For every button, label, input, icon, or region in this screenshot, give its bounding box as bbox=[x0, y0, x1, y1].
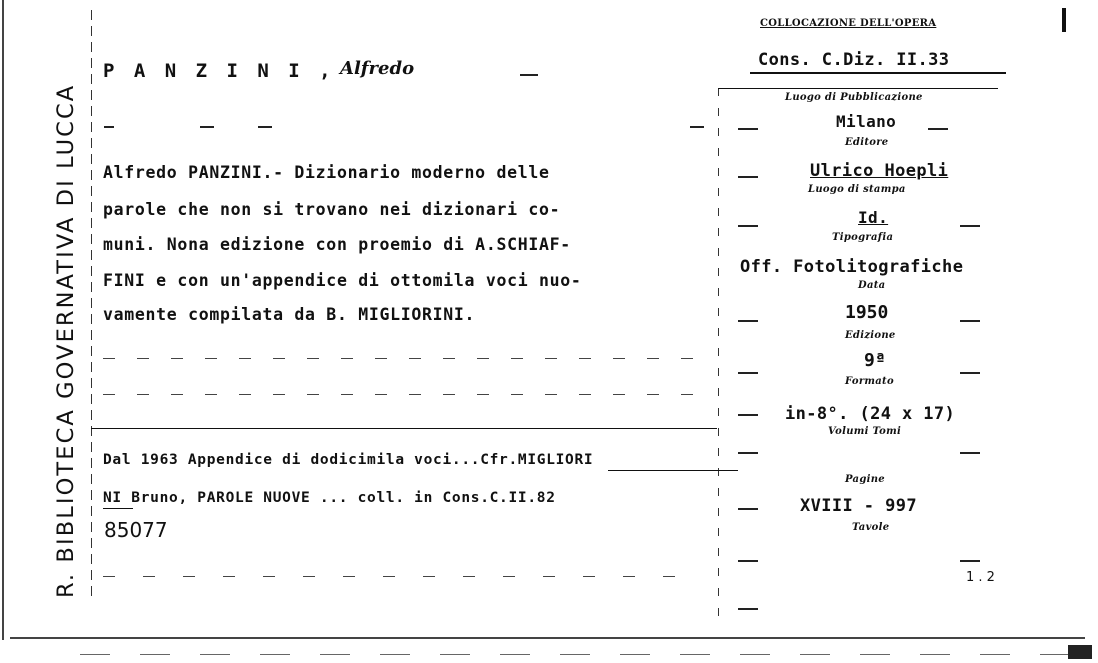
field-dash bbox=[738, 128, 758, 130]
format-value: in-8°. (24 x 17) bbox=[785, 404, 956, 424]
separator-dash bbox=[690, 126, 704, 128]
printer-value: Off. Fotolitografiche bbox=[740, 257, 964, 277]
right-panel-top-line bbox=[718, 88, 998, 89]
bottom-right-block bbox=[1068, 645, 1092, 659]
left-border-line bbox=[91, 10, 92, 600]
description-line: muni. Nona edizione con proemio di A.SCHIAF- bbox=[103, 235, 571, 254]
field-dash bbox=[738, 452, 758, 454]
field-dash bbox=[738, 225, 758, 227]
outer-edge-line bbox=[2, 0, 4, 640]
field-dash bbox=[738, 608, 758, 610]
library-stamp: R. BIBLIOTECA GOVERNATIVA DI LUCCA bbox=[53, 83, 79, 598]
edition-label: Edizione bbox=[845, 330, 896, 341]
description-line: vamente compilata da B. MIGLIORINI. bbox=[103, 305, 476, 324]
author-surname: P A N Z I N I , bbox=[103, 60, 335, 82]
field-dash bbox=[960, 225, 980, 227]
author-name: Alfredo bbox=[340, 58, 415, 79]
field-dash bbox=[738, 176, 758, 178]
field-dash bbox=[738, 560, 758, 562]
edition-value: 9ª bbox=[864, 350, 886, 371]
corner-tick bbox=[1062, 8, 1066, 32]
field-dash bbox=[738, 414, 758, 416]
field-dash bbox=[960, 560, 980, 562]
pages-value: XVIII - 997 bbox=[800, 496, 917, 516]
bottom-border-line bbox=[80, 654, 1090, 655]
header-dash bbox=[520, 74, 538, 76]
field-dash bbox=[738, 320, 758, 322]
publisher-value: Ulrico Hoepli bbox=[810, 161, 949, 181]
printer-label: Tipografia bbox=[832, 232, 894, 243]
print-place-label: Luogo di stampa bbox=[808, 184, 906, 195]
plates-label: Tavole bbox=[852, 522, 890, 533]
inventory-number: 85077 bbox=[104, 518, 168, 542]
bottom-right-mark: 1 . 2 bbox=[966, 570, 995, 585]
field-dash bbox=[738, 508, 758, 510]
print-place-value: Id. bbox=[858, 208, 889, 227]
field-dash bbox=[928, 128, 948, 130]
section-rule bbox=[91, 428, 717, 429]
bottom-border-line bbox=[10, 637, 1085, 639]
collocation-label: COLLOCAZIONE DELL'OPERA bbox=[760, 18, 937, 29]
publisher-label: Editore bbox=[845, 137, 889, 148]
place-label: Luogo di Pubblicazione bbox=[785, 92, 923, 103]
note-underline bbox=[103, 508, 133, 509]
blank-line bbox=[103, 358, 703, 359]
date-value: 1950 bbox=[845, 302, 889, 323]
volumes-label: Volumi Tomi bbox=[828, 426, 902, 437]
collocation-value: Cons. C.Diz. II.33 bbox=[758, 50, 950, 70]
format-label: Formato bbox=[845, 376, 894, 387]
place-value: Milano bbox=[836, 112, 897, 131]
collocation-underline bbox=[750, 72, 1006, 74]
field-dash bbox=[738, 372, 758, 374]
note-line: Dal 1963 Appendice di dodicimila voci...Cfr.MIGLIORI bbox=[103, 452, 594, 468]
blank-line bbox=[103, 394, 703, 395]
description-line: Alfredo PANZINI.- Dizionario moderno delle bbox=[103, 163, 550, 182]
right-panel-border bbox=[718, 88, 719, 618]
description-line: parole che non si trovano nei dizionari co- bbox=[103, 200, 561, 219]
note-underline bbox=[608, 470, 738, 471]
separator-dash bbox=[200, 126, 214, 128]
date-label: Data bbox=[858, 280, 886, 291]
description-line: FINI e con un'appendice di ottomila voci nuo- bbox=[103, 271, 582, 290]
separator-dash bbox=[104, 126, 114, 128]
pages-label: Pagine bbox=[845, 474, 885, 485]
field-dash bbox=[960, 452, 980, 454]
blank-line bbox=[103, 576, 703, 577]
field-dash bbox=[960, 320, 980, 322]
separator-dash bbox=[258, 126, 272, 128]
note-line: NI Bruno, PAROLE NUOVE ... coll. in Cons.C.II.82 bbox=[103, 490, 556, 506]
field-dash bbox=[960, 372, 980, 374]
